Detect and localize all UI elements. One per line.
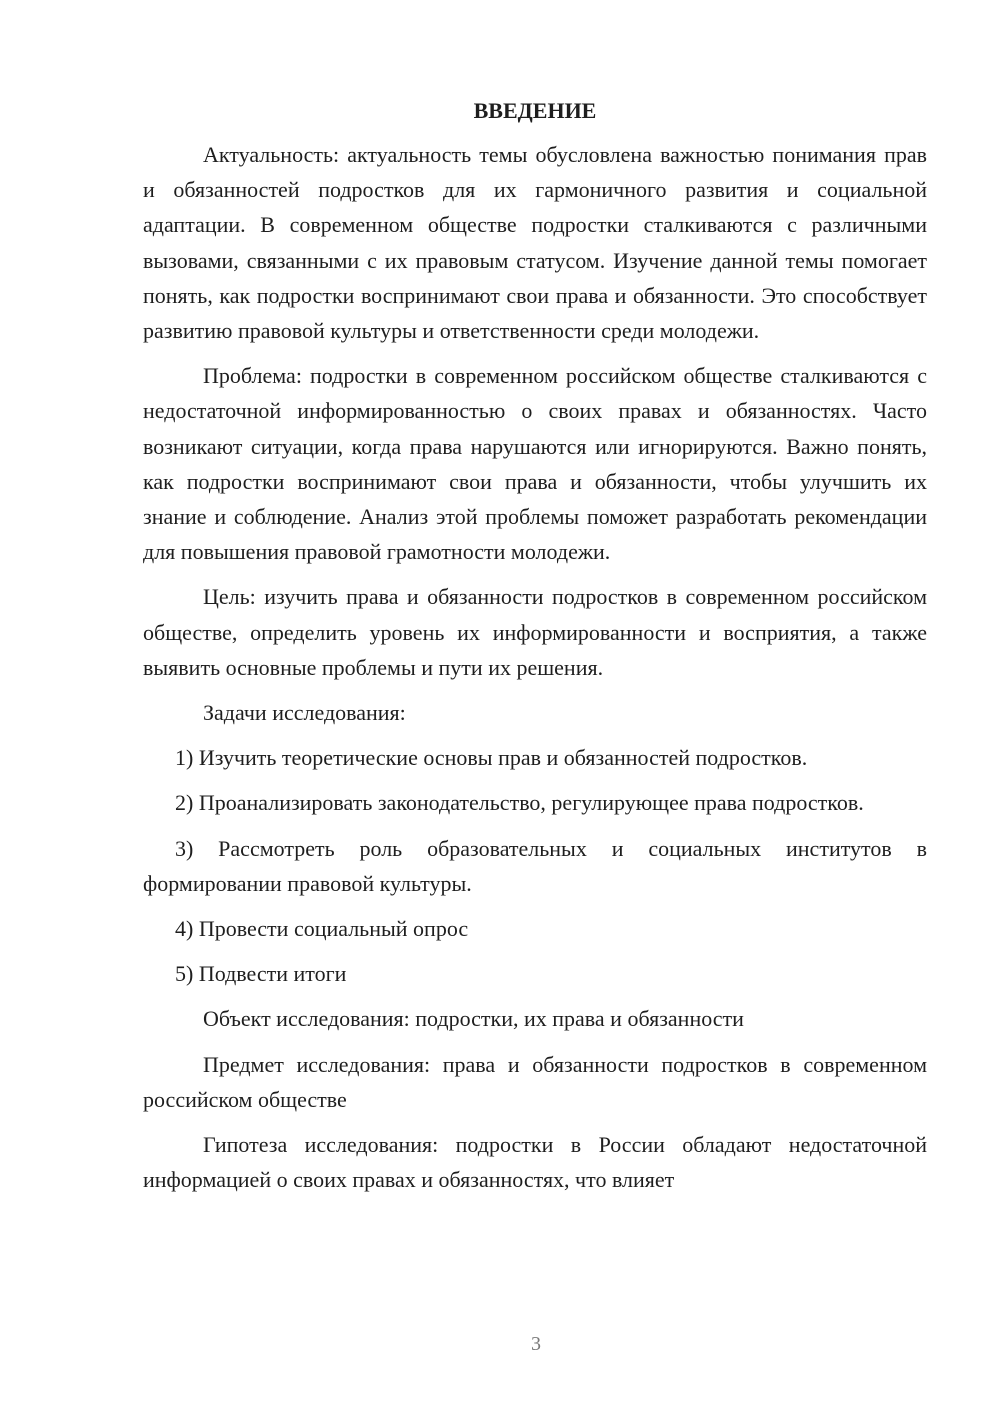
paragraph-relevance: Актуальность: актуальность темы обусловлена важностью понимания прав и обязанностей подростков для их гармоничного развития и социальной адаптации. В современном обществе подростки сталкиваются с различными вызовами, связанными с их правовым статусом. Изучение данной темы помогает понять, как подростки воспринимают свои права и обязанности. Это способствует развитию правовой культуры и ответственности среди молодежи. [143, 142, 927, 344]
task-item-1: 1) Изучить теоретические основы прав и обязанностей подростков. [175, 745, 808, 771]
paragraph-object: Объект исследования: подростки, их права и обязанности [203, 1006, 744, 1032]
page-content [143, 95, 927, 1207]
paragraph-hypothesis: Гипотеза исследования: подростки в России обладают недостаточной информацией о своих правах и обязанностях, что влияет [143, 1132, 927, 1193]
paragraph-problem: Проблема: подростки в современном российском обществе сталкиваются с недостаточной информированностью о своих правах и обязанностях. Часто возникают ситуации, когда права нарушаются или игнорируются. Важно понять, как подростки воспринимают свои права и обязанности, чтобы улучшить их знание и соблюдение. Анализ этой проблемы поможет разработать рекомендации для повышения правовой грамотности молодежи. [143, 363, 927, 565]
page-number: 3 [531, 1333, 541, 1355]
paragraph-goal: Цель: изучить права и обязанности подростков в современном российском обществе, определить уровень их информированности и восприятия, а также выявить основные проблемы и пути их решения. [143, 584, 927, 680]
page-title: ВВЕДЕНИЕ [473, 98, 597, 123]
paragraph-subject: Предмет исследования: права и обязанности подростков в современном российском обществе [143, 1051, 927, 1112]
task-item-4: 4) Провести социальный опрос [175, 916, 469, 942]
task-item-3: 3) Рассмотреть роль образовательных и социальных институтов в формировании правовой культуры. [143, 835, 927, 896]
paragraph-tasks-heading: Задачи исследования: [203, 700, 406, 726]
task-item-5: 5) Подвести итоги [175, 961, 347, 987]
task-item-2: 2) Проанализировать законодательство, регулирующее права подростков. [175, 790, 864, 816]
